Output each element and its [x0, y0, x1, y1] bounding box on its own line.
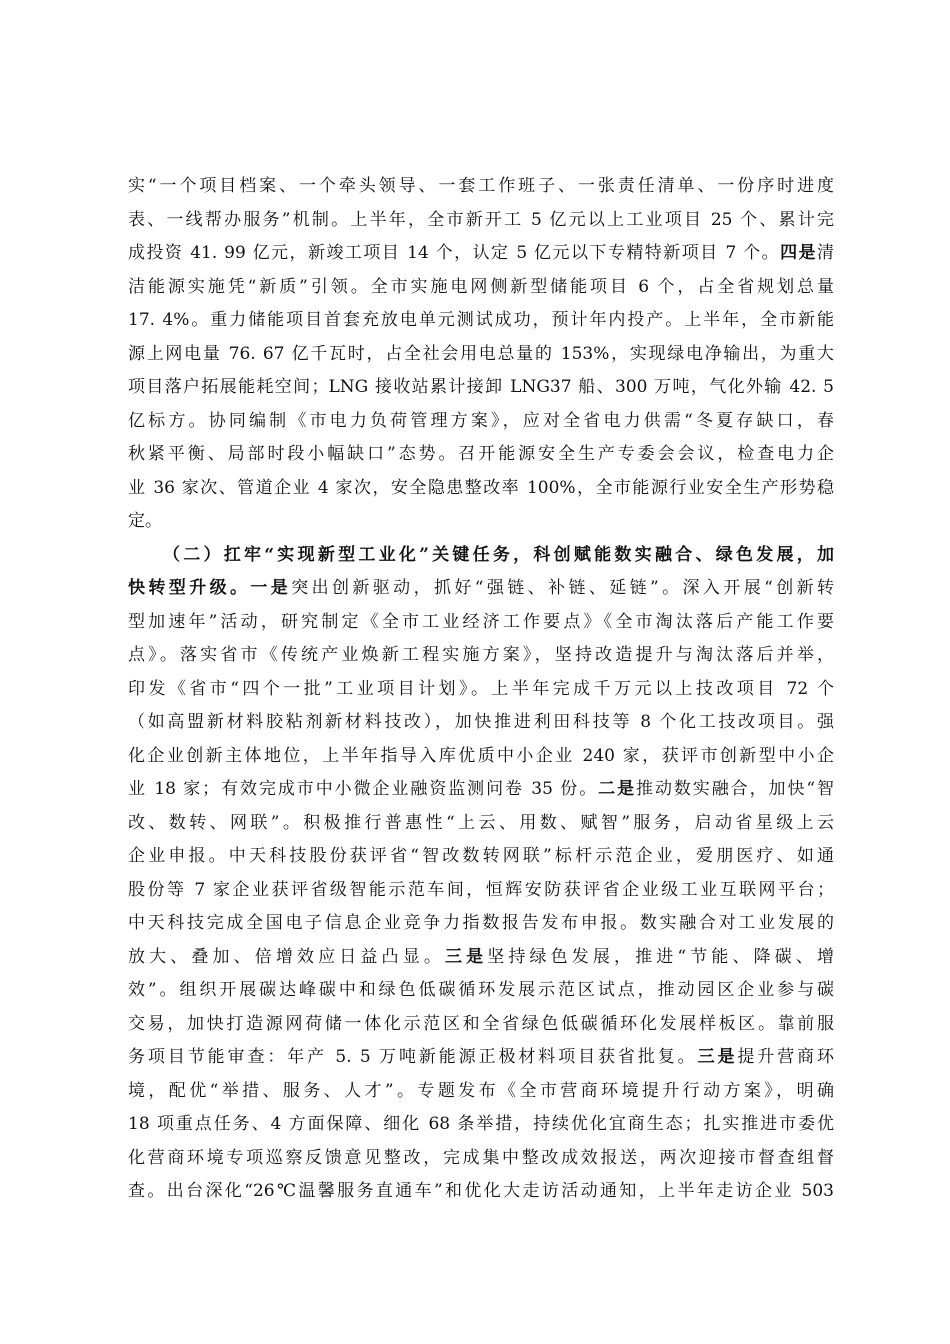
text-segment: 项目落户拓展能耗空间；LNG 接收站累计接卸 LNG37 船、300 万吨，气化外输 42. 5	[128, 377, 834, 397]
text-line	[128, 807, 834, 841]
text-line	[128, 706, 834, 740]
text-line	[128, 539, 834, 573]
text-line	[128, 840, 834, 874]
text-line	[128, 874, 834, 908]
text-line	[128, 271, 834, 305]
text-line	[128, 941, 834, 975]
text-line	[128, 405, 834, 439]
text-line	[128, 371, 834, 405]
text-segment: 企业申报。中天科技股份获评省“智改数转网联”标杆示范企业，爱朋医疗、如通	[128, 846, 834, 866]
text-segment: 实“一个项目档案、一个牵头领导、一套工作班子、一张责任清单、一份序时进度	[128, 176, 834, 196]
text-segment: 交易，加快打造源网荷储一体化示范区和全省绿色低碳循环化发展样板区。靠前服	[128, 1013, 834, 1034]
text-line	[128, 606, 834, 640]
text-segment: （如高盟新材料胶粘剂新材料技改），加快推进利田科技等 8 个化工技改项目。强	[128, 712, 834, 732]
text-segment: 改、数转、网联”。积极推行普惠性“上云、用数、赋智”服务，启动省星级上云	[128, 812, 834, 833]
text-line	[128, 505, 834, 539]
text-segment: 境，配优“举措、服务、人才”。专题发布《全市营商环境提升行动方案》，明确	[128, 1080, 834, 1101]
text-line	[128, 472, 834, 506]
body-text	[128, 170, 834, 1209]
text-segment: 突出创新驱动，抓好“强链、补链、延链”。深入开展“创新转	[291, 578, 834, 598]
text-segment: 股份等 7 家企业获评省级智能示范车间，恒辉安防获评省企业级工业互联网平台；	[128, 879, 834, 900]
text-segment: 务项目节能审查：年产 5. 5 万吨新能源正极材料项目获省批复。	[128, 1047, 698, 1067]
text-line	[128, 1075, 834, 1109]
text-line	[128, 1008, 834, 1042]
bold-text-segment: 三是	[697, 1047, 738, 1067]
text-line	[128, 304, 834, 338]
text-segment: 查。出台深化“26℃温馨服务直通车”和优化大走访活动通知，上半年走访企业 503	[128, 1181, 834, 1201]
bold-text-segment: 一是	[250, 578, 292, 598]
text-segment: 业 36 家次、管道企业 4 家次，安全隐患整改率 100%，全市能源行业安全生产形势稳	[128, 477, 834, 498]
text-segment: 放大、叠加、倍增效应日益凸显。	[128, 946, 445, 967]
text-segment: 定。	[128, 511, 162, 531]
text-line	[128, 974, 834, 1008]
text-line	[128, 170, 834, 204]
text-line	[128, 907, 834, 941]
text-line	[128, 1175, 834, 1209]
text-segment: 中天科技完成全国电子信息企业竞争力指数报告发布申报。数实融合对工业发展的	[128, 913, 834, 933]
text-segment: 秋紧平衡、局部时段小幅缺口”态势。召开能源安全生产专委会会议，检查电力企	[128, 444, 834, 464]
text-segment: 表、一线帮办服务”机制。上半年，全市新开工 5 亿元以上工业项目 25 个、累计完	[128, 209, 834, 230]
text-segment: 化企业创新主体地位，上半年指导入库优质中小企业 240 家，获评市创新型中小企	[128, 745, 834, 766]
text-segment: 亿标方。协同编制《市电力负荷管理方案》，应对全省电力供需“冬夏存缺口，春	[128, 410, 834, 431]
text-segment: 化营商环境专项巡察反馈意见整改，完成集中整改成效报送，两次迎接市督查组督	[128, 1147, 834, 1168]
text-segment: 洁能源实施凭“新质”引领。全市实施电网侧新型储能项目 6 个，占全省规划总量	[128, 276, 834, 297]
text-segment: 推动数实融合，加快“智	[636, 779, 835, 799]
bold-text-segment: 快转型升级。	[128, 578, 251, 598]
bold-text-segment: 三是	[444, 946, 488, 967]
text-segment: 提升营商环	[737, 1047, 835, 1067]
text-line	[128, 1108, 834, 1142]
bold-text-segment: （二）扛牢“实现新型工业化”关键任务，科创赋能数实融合、绿色发展，加	[163, 544, 834, 565]
text-line	[128, 438, 834, 472]
bold-text-segment: 四是	[780, 243, 817, 263]
text-line	[128, 1041, 834, 1075]
text-line	[128, 204, 834, 238]
text-segment: 效”。组织开展碳达峰碳中和绿色低碳循环发展示范区试点，推动园区企业参与碳	[128, 980, 834, 1000]
text-line	[128, 1142, 834, 1176]
text-line	[128, 639, 834, 673]
text-line	[128, 338, 834, 372]
text-segment: 成投资 41. 99 亿元，新竣工项目 14 个，认定 5 亿元以下专精特新项目 7 个。	[128, 243, 781, 263]
text-line	[128, 740, 834, 774]
text-segment: 型加速年”活动，研究制定《全市工业经济工作要点》《全市淘汰落后产能工作要	[128, 611, 834, 632]
text-segment: 印发《省市“四个一批”工业项目计划》。上半年完成千万元以上技改项目 72 个	[128, 678, 834, 699]
text-segment: 业 18 家；有效完成市中小微企业融资监测问卷 35 份。	[128, 779, 599, 799]
bold-text-segment: 二是	[598, 779, 637, 799]
text-segment: 点》。落实省市《传统产业焕新工程实施方案》，坚持改造提升与淘汰落后并举，	[128, 645, 834, 665]
text-line	[128, 237, 834, 271]
text-segment: 坚持绿色发展，推进“节能、降碳、增	[487, 946, 834, 967]
text-line	[128, 673, 834, 707]
text-segment: 18 项重点任务、4 方面保障、细化 68 条举措，持续优化宜商生态；扎实推进市委优	[128, 1114, 834, 1134]
text-segment: 17. 4%。重力储能项目首套充放电单元测试成功，预计年内投产。上半年，全市新能	[128, 310, 834, 330]
text-line	[128, 572, 834, 606]
text-segment: 清	[817, 243, 834, 263]
text-segment: 源上网电量 76. 67 亿千瓦时，占全社会用电总量的 153%，实现绿电净输出，为重大	[128, 343, 834, 364]
text-line	[128, 773, 834, 807]
